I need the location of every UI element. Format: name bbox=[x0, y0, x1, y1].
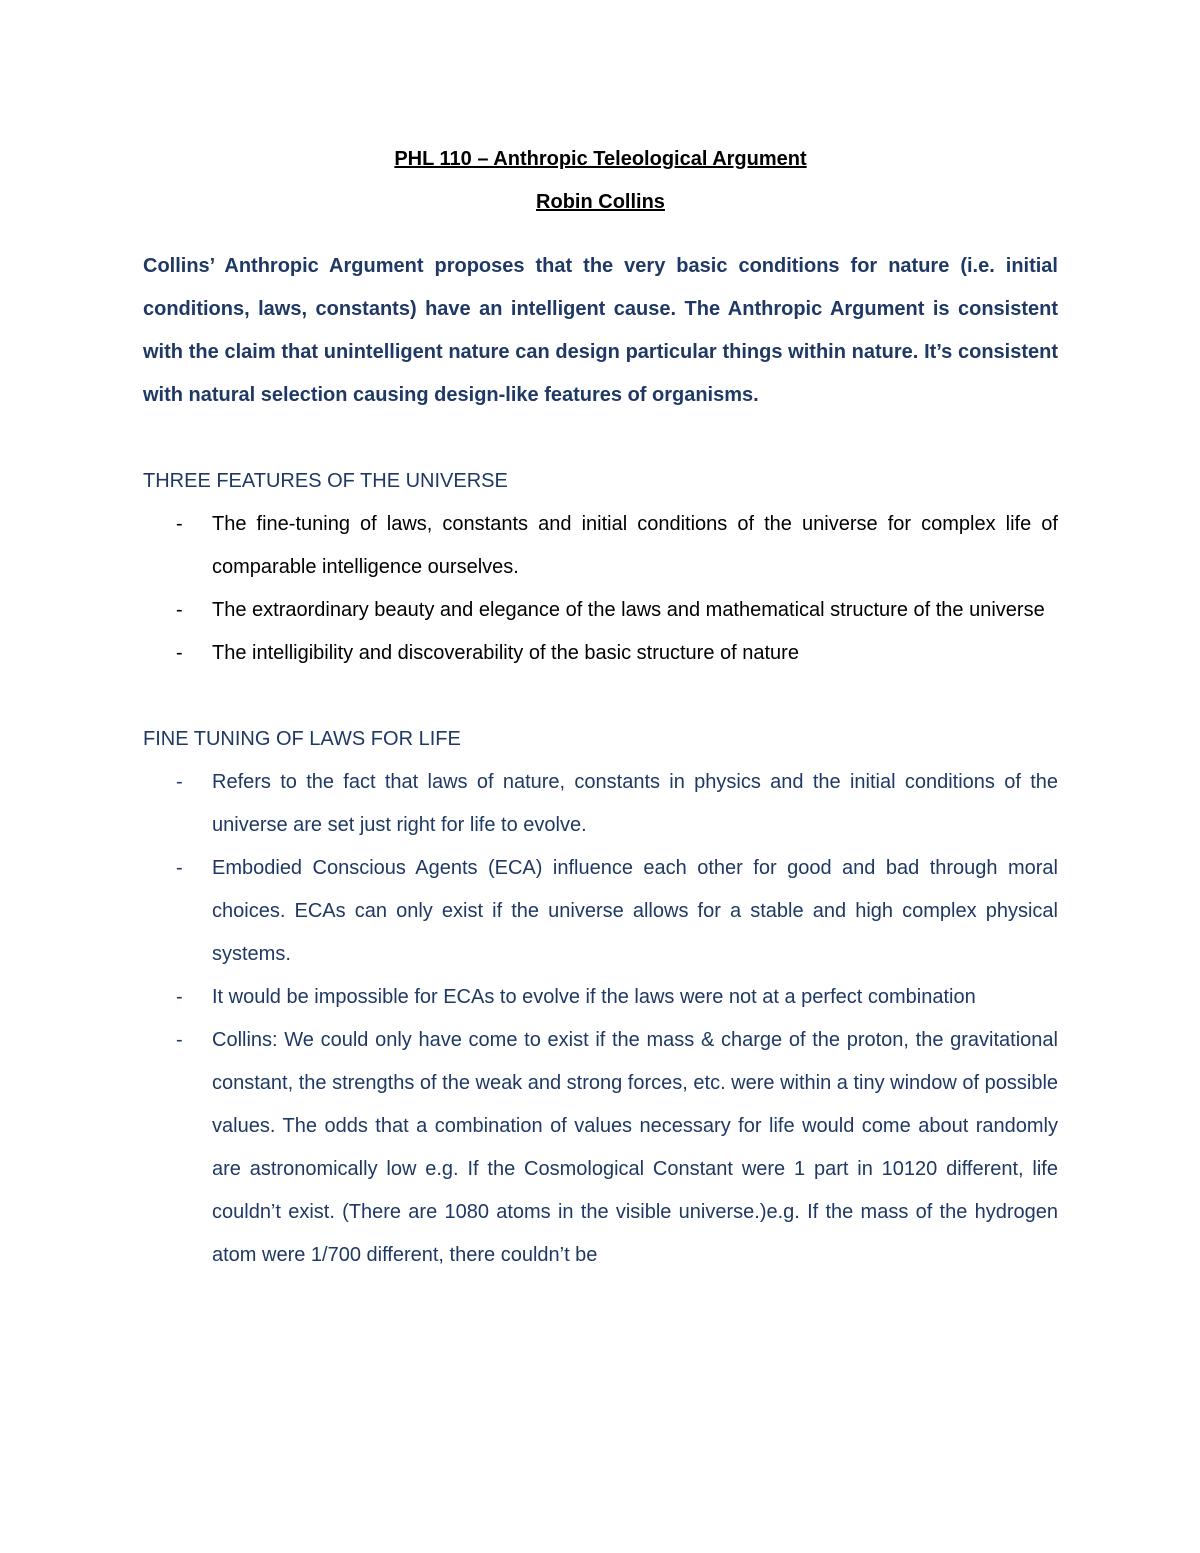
bullet-dash: - bbox=[176, 599, 183, 621]
fine-tuning-list bbox=[143, 761, 1058, 1277]
list-item-text: Refers to the fact that laws of nature, constants in physics and the initial conditions of the universe are set just right for life to evolve. bbox=[212, 771, 1058, 836]
list-item-text: Collins: We could only have come to exist if the mass & charge of the proton, the gravitational constant, the strengths of the weak and strong forces, etc. were within a tiny window of possible values. The odds that a combination of values necessary for life would come about randomly are astronomically low e.g. If the Cosmological Constant were 1 part in 10120 different, life couldn’t exist. (There are 1080 atoms in the visible universe.)e.g. If the mass of the hydrogen atom were 1/700 different, there couldn’t be bbox=[212, 1029, 1059, 1266]
list-item bbox=[143, 976, 1058, 1019]
section-heading-fine-tuning: FINE TUNING OF LAWS FOR LIFE bbox=[143, 728, 461, 750]
list-item bbox=[143, 1019, 1058, 1277]
list-item bbox=[143, 847, 1058, 976]
three-features-list bbox=[143, 503, 1058, 675]
list-item bbox=[143, 761, 1058, 847]
list-item-text: It would be impossible for ECAs to evolve if the laws were not at a perfect combination bbox=[212, 986, 976, 1008]
bullet-dash: - bbox=[176, 513, 183, 535]
intro-paragraph: Collins’ Anthropic Argument proposes that the very basic conditions for nature (i.e. initial conditions, laws, constants) have an intelligent cause. The Anthropic Argument is consistent with the claim that unintelligent nature can design particular things within nature. It’s consistent with natural selection causing design-like features of organisms. bbox=[143, 255, 1058, 406]
bullet-dash: - bbox=[176, 1029, 183, 1051]
list-item bbox=[143, 632, 1058, 675]
list-item-text: The fine-tuning of laws, constants and initial conditions of the universe for complex life of comparable intelligence ourselves. bbox=[212, 513, 1058, 578]
list-item bbox=[143, 503, 1058, 589]
bullet-dash: - bbox=[176, 771, 183, 793]
bullet-dash: - bbox=[176, 642, 183, 664]
bullet-dash: - bbox=[176, 986, 183, 1008]
document-title: PHL 110 – Anthropic Teleological Argument bbox=[394, 148, 807, 170]
list-item-text: Embodied Conscious Agents (ECA) influence each other for good and bad through moral choices. ECAs can only exist if the universe allows for a stable and high complex physical systems. bbox=[212, 857, 1058, 965]
list-item bbox=[143, 589, 1058, 632]
document-body bbox=[143, 138, 1058, 1277]
section-heading-three-features: THREE FEATURES OF THE UNIVERSE bbox=[143, 470, 508, 492]
bullet-dash: - bbox=[176, 857, 183, 879]
list-item-text: The intelligibility and discoverability of the basic structure of nature bbox=[212, 642, 799, 664]
document-author: Robin Collins bbox=[536, 191, 665, 213]
list-item-text: The extraordinary beauty and elegance of the laws and mathematical structure of the universe bbox=[212, 599, 1045, 621]
